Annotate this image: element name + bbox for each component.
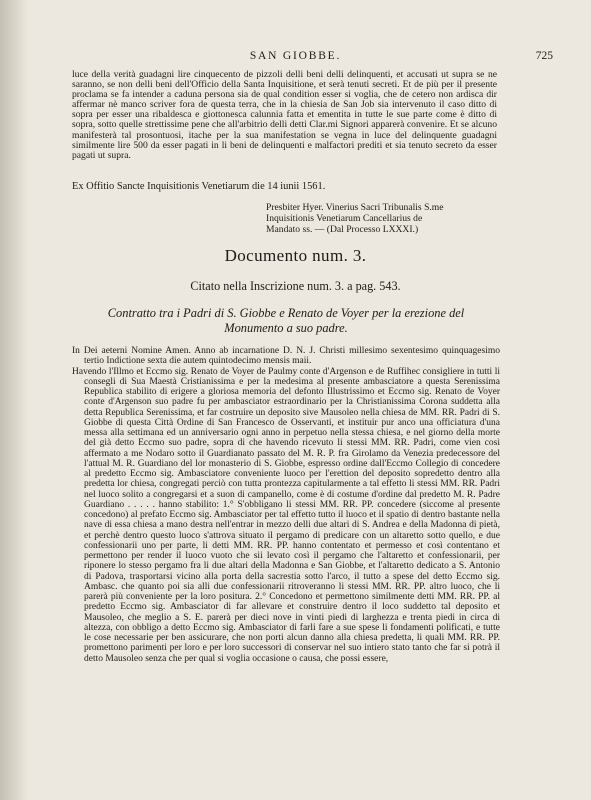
contract-title: Contratto tra i Padri di S. Giobbe e Renato de Voyer per la erezione del Monumento a suo padre.	[107, 306, 465, 335]
page-number: 725	[535, 50, 553, 62]
signature-line: Mandato ss. — (Dal Processo LXXXI.)	[266, 223, 419, 235]
page-header	[0, 50, 591, 64]
citation-line: Citato nella Inscrizione num. 3. a pag. 543.	[190, 279, 401, 293]
signature-line: Inquisitionis Venetiarum Cancellarius de	[266, 212, 423, 224]
document-title: Documento num. 3.	[224, 246, 367, 265]
body-paragraph: In Dei aeterni Nomine Amen. Anno ab incarnatione D. N. J. Christi millesimo sexentesimo quinquagesimo tertio Indictione sexta die autem quintodecimo mensis maii.	[72, 346, 500, 367]
body-paragraph: Havendo l'Illmo et Eccmo sig. Renato de Voyer de Paulmy conte d'Argenson e de Ruffihec consigliere in tutti li consegli di Sua Maestà Cristianissima e per la medesima al presente ambasciatore a questa Serenissima Republica stabilito di erigere a gloriosa memoria del defonto Illustrissimo et Eccmo sig. Renato de Voyer conte d'Argenson suo padre fu per ambasciator estraordinario per la Christianissima Corona suddetta alla detta Republica Serenissima, et far costruire un deposito sive Mausoleo nella chiesa de MM. RR. Padri di S. Giobbe di questa Città Ordine di San Francesco de Osservanti, et instituir pur anco una officiatura d'una messa alla settimana ed un anniversario ogni anno in perpetuo nella stessa chiesa, e nel giorno della morte del già detto Eccmo suo padre, sopra di che havendo ricevuto li stessi MM. RR. Padri, come vien così affermato a me Nodaro sotto il Guardianato passato del M. R. P. fra Girolamo da Venezia predecessore del l'attual M. R. Guardiano del lor monasterio di S. Giobbe, espresso ordine dall'Eccmo Collegio di concedere al predetto Eccmo sig. Ambasciatore conveniente luoco per l'erettion del deposito sopredetto dentro alla predetta lor chiesa, congregati perciò con tutta prontezza capitularmente a tal effetto li stessi MM. RR. Padri nel luoco solito a congregarsi et a suon di campanello, come è di costume d'ordine dal predetto M. R. Padre Guardiano . . . . . hanno stabilito: 1.° S'obbligano li stessi MM. RR. PP. concedere (siccome al presente concedono) al prefato Eccmo sig. Ambasciator per tal effetto tutto il luoco et il spatio di dentro bastante nella nave di essa chiesa a mano destra nell'entrar in mezzo delli due altari di S. Andrea e della Madonna di pietà, et perchè dentro questo luoco s'attrova situato il pergamo di predicare con un altaretto sotto quello, e due confessionarii uno per parte, li detti MM. RR. PP. hanno contentato et permesso et così contentano et permettono per render il luoco vuoto che sii levato così il pergamo che l'altaretto et confessionarii, per riponere lo stesso pergamo fra li due altari della Madonna e San Giobbe, et l'altaretto dedicato a S. Antonio di Padova, trasportarsi vicino alla porta della sacrestia sotto l'arco, il tutto a spese del detto Eccmo sig. Ambasc. che quanto poi sia alli due confessionarii ritroveranno li stessi MM. RR. PP. altro luoco, che li parerà più conveniente per la loro positura. 2.° Concedono et permettono similmente detti MM. RR. PP. al predetto Eccmo sig. Ambasciator di far allevare et construire dentro il loco suddetto tal deposito et Mausoleo, che meglio a S. E. parerà per dieci nove in vinti piedi di larghezza e trenta piedi in circa di altezza, con obbligo a detto Eccmo sig. Ambasciator di farli fare a sue spese li fondamenti polificati, e tutte le cose necessarie per ben assicurare, che non porti alcun danno alla chiesa predetta, li quali MM. RR. PP. promettono parimenti per loro e per loro successori di conservar nel suo intiero stato tanto che far si potrà il detto Mausoleo senza che per qual si voglia occasione o causa, che possi essere,	[72, 366, 500, 664]
continuation-paragraph: luce della verità guadagni lire cinquecento de pizzoli delli beni delli delinquenti, et accusati ut supra se ne saranno, se non delli beni dell'Officio della Santa Inquisitione, et serà tenuti secreti. Et de più per il presente proclama se fa intender a caduna persona sia de qual condition esser si voglia, che de cetero non ardisca dir affermar nè manco scriver fora de questa terra, che in la chiesia de San Job sia intervenuto il caso ditto di sopra per esser una ribaldesca e giottonesca calunnia fatta et ementita in tutte le sue parte come è ditto di sopra, sotto quelle strettissime pene che all'arbitrio delli detti Clar.mi Signori apparerà convenire. Et se alcuno manifesterà tal prosontuosi, itache per la sua manifestation se vegna in luce del delinquente guadagni similmente lire 500 da esser pagati in li beni de delinquenti e malfactori prediti et sia tenuto secreto da esser pagati ut supra.	[72, 69, 497, 161]
signature-block	[266, 203, 501, 235]
signature-line: Presbiter Hyer. Vinerius Sacri Tribunalis S.me	[266, 202, 444, 213]
binding-shadow	[0, 0, 28, 800]
ex-officio-line: Ex Offitio Sancte Inquisitionis Venetiarum die 14 iunii 1561.	[72, 181, 326, 192]
document-body	[72, 346, 500, 664]
running-title: SAN GIOBBE.	[249, 50, 342, 62]
